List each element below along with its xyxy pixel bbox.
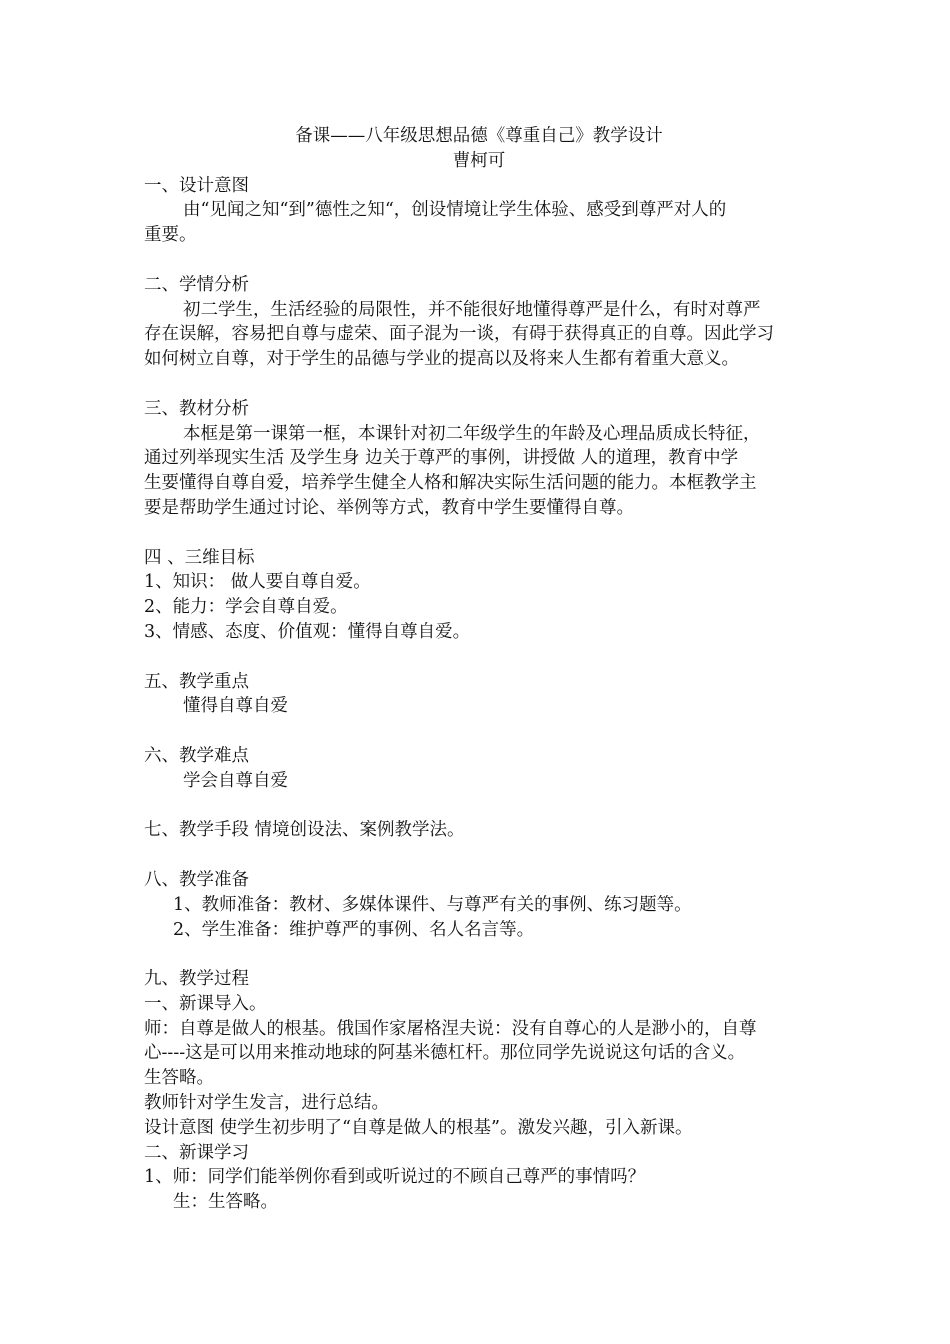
section-heading-objectives: 四 、三维目标 — [144, 547, 255, 568]
paragraph-line: 生答略。 — [144, 1068, 214, 1089]
paragraph-line: 如何树立自尊，对于学生的品德与学业的提高以及将来人生都有着重大意义。 — [144, 349, 739, 370]
paragraph-line: 通过列举现实生活 及学生身 边关于尊严的事例，讲授做 人的道理，教育中学 — [144, 448, 739, 469]
list-item: 2、能力：学会自尊自爱。 — [144, 597, 348, 618]
paragraph-line: 本框是第一课第一框，本课针对初二年级学生的年龄及心理品质成长特征， — [183, 423, 761, 444]
paragraph-line: 存在误解，容易把自尊与虚荣、面子混为一谈，有碍于获得真正的自尊。因此学习 — [144, 324, 774, 345]
paragraph-line: 1、师：同学们能举例你看到或听说过的不顾自己尊严的事情吗？ — [144, 1167, 646, 1188]
paragraph-line: 心----这是可以用来推动地球的阿基米德杠杆。那位同学先说说这句话的含义。 — [144, 1043, 746, 1064]
section-heading-preparation: 八、教学准备 — [144, 869, 249, 890]
paragraph-line: 生要懂得自尊自爱，培养学生健全人格和解决实际生活问题的能力。本框教学主 — [144, 473, 757, 494]
paragraph-line: 学会自尊自爱 — [183, 770, 288, 791]
section-heading-process: 九、教学过程 — [144, 969, 249, 990]
paragraph-line: 教师针对学生发言，进行总结。 — [144, 1093, 389, 1114]
subsection-heading: 一、新课导入。 — [144, 993, 267, 1014]
document-title: 备课——八年级思想品德《尊重自己》教学设计 — [295, 126, 663, 146]
subsection-heading: 二、新课学习 — [144, 1142, 249, 1163]
section-heading-design-intent: 一、设计意图 — [144, 175, 249, 196]
section-teaching-methods: 七、教学手段 情境创设法、案例教学法。 — [144, 820, 465, 841]
document-author: 曹柯可 — [452, 150, 506, 171]
paragraph-line: 由“见闻之知“到”德性之知“，创设情境让学生体验、感受到尊严对人的 — [183, 200, 727, 221]
list-item: 3、情感、态度、价值观：懂得自尊自爱。 — [144, 621, 471, 642]
section-heading-difficulties: 六、教学难点 — [144, 745, 249, 766]
paragraph-line: 生：生答略。 — [173, 1192, 278, 1213]
section-heading-key-points: 五、教学重点 — [144, 671, 249, 692]
paragraph-line: 师：自尊是做人的根基。俄国作家屠格涅夫说：没有自尊心的人是渺小的，自尊 — [144, 1018, 757, 1039]
paragraph-line: 重要。 — [144, 225, 197, 246]
list-item: 2、学生准备：维护尊严的事例、名人名言等。 — [173, 919, 535, 940]
list-item: 1、教师准备：教材、多媒体课件、与尊严有关的事例、练习题等。 — [173, 894, 692, 915]
document-body — [144, 124, 814, 1215]
paragraph-line: 设计意图 使学生初步明了“自尊是做人的根基”。激发兴趣，引入新课。 — [144, 1117, 693, 1138]
paragraph-line: 初二学生，生活经验的局限性，并不能很好地懂得尊严是什么，有时对尊严 — [183, 299, 761, 320]
section-heading-learner-analysis: 二、学情分析 — [144, 274, 249, 295]
paragraph-line: 懂得自尊自爱 — [183, 696, 288, 717]
list-item: 1、知识： 做人要自尊自爱。 — [144, 572, 371, 593]
section-heading-material-analysis: 三、教材分析 — [144, 398, 249, 419]
paragraph-line: 要是帮助学生通过讨论、举例等方式，教育中学生要懂得自尊。 — [144, 497, 634, 518]
